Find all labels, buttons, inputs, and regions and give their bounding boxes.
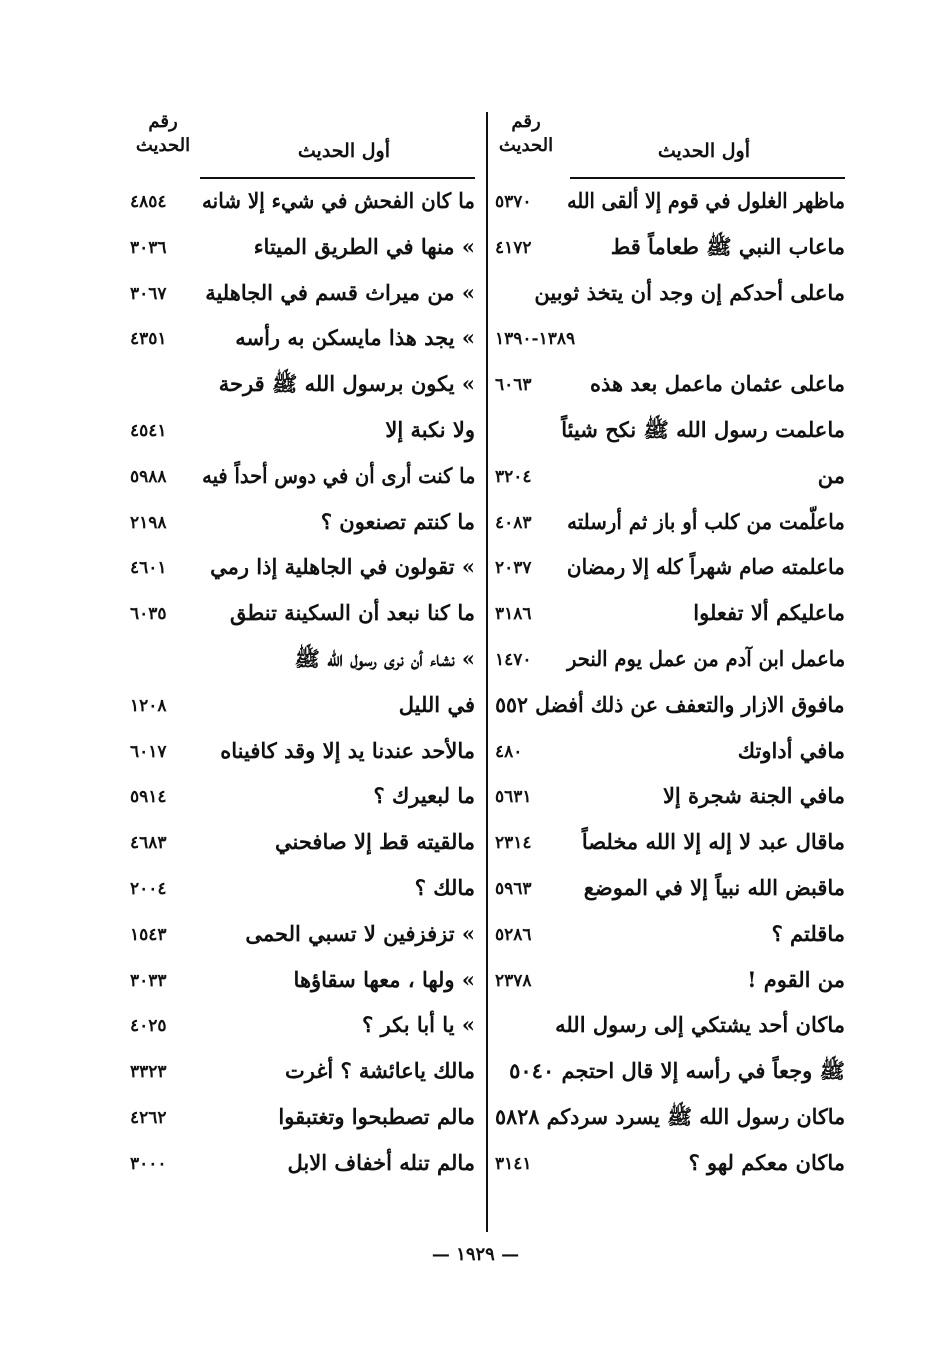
index-entry-row (495, 594, 845, 640)
index-entry-row (495, 1006, 845, 1052)
index-entry-row (130, 640, 475, 686)
index-entry-row (495, 1144, 845, 1190)
hadith-opening-words: مالك ياعائشة ؟ أغرت (284, 1058, 475, 1084)
hadith-number: ٢٣١٤ (495, 833, 532, 854)
hadith-number: ٤٣٥١ (130, 329, 167, 350)
hadith-number: ٥٦٣١ (495, 787, 532, 808)
index-entry-row (130, 182, 475, 228)
right-column-header (495, 110, 845, 182)
hadith-opening-words: ماقلتم ؟ (771, 920, 845, 946)
hadith-opening-words: مالك ؟ (414, 874, 475, 900)
hadith-number: ٣٠٣٦ (130, 237, 167, 258)
hadith-number: ٤٠٢٥ (130, 1016, 167, 1037)
hadith-opening-words: ما كنت أرى أن في دوس أحداً فيه (201, 462, 475, 488)
hadith-number: ٥٩٨٨ (130, 466, 167, 487)
index-entry-row (130, 1144, 475, 1190)
hadith-opening-words: ماعلى أحدكم إن وجد أن يتخذ ثوبين (534, 279, 845, 305)
index-entry-row (495, 869, 845, 915)
hadith-number: ٦٠١٧ (130, 741, 167, 762)
index-entry-row (495, 961, 845, 1007)
left-index-column (130, 110, 475, 1175)
hadith-number: ١٥٤٣ (130, 924, 167, 945)
hadith-number: ١٣٨٩-١٣٩٠ (495, 329, 576, 350)
hadith-opening-words: ما كنتم تصنعون ؟ (320, 508, 475, 534)
index-entry-row (495, 915, 845, 961)
hadith-opening-words: ماظهر الغلول في قوم إلا ألقى الله (567, 188, 845, 213)
index-entry-row (130, 869, 475, 915)
number-label-line-1: رقم (511, 111, 541, 132)
number-label-line-1: رقم (148, 111, 178, 132)
index-entry-row (495, 777, 845, 823)
hadith-opening-words: ماعاب النبي ﷺ طعاماً قط (610, 233, 845, 259)
index-entry-row (495, 228, 845, 274)
hadith-opening-words: » يجد هذا مايسكن به رأسه (235, 325, 475, 351)
index-entry-row (495, 503, 845, 549)
number-column-label (495, 110, 557, 158)
hadith-opening-words: » يكون برسول الله ﷺ قرحة (218, 371, 475, 397)
hadith-number: ٣٠٠٠ (130, 1153, 167, 1174)
index-entry-row (130, 503, 475, 549)
column-divider (486, 112, 488, 1232)
hadith-opening-words: » تزفزفين لا تسبي الحمى (245, 920, 475, 946)
hadith-opening-words: من القوم ! (747, 966, 845, 992)
index-entry-row (495, 182, 845, 228)
hadith-number: ٢١٩٨ (130, 512, 167, 533)
index-entry-row (495, 1098, 845, 1144)
index-entry-row (130, 594, 475, 640)
index-entry-row (495, 640, 845, 686)
index-entry-row (130, 1006, 475, 1052)
hadith-number: ٤٨٠ (495, 741, 523, 762)
hadith-number: ٣١٤١ (495, 1153, 532, 1174)
hadith-opening-words: » يا أبا بكر ؟ (362, 1012, 475, 1038)
hadith-opening-words: ماكان معكم لهو ؟ (688, 1149, 845, 1175)
hadith-number: ٥٩٦٣ (495, 878, 532, 899)
hadith-opening-words: ماكان رسول الله ﷺ يسرد سردكم ٥٨٢٨ (494, 1103, 845, 1129)
hadith-number: ٤٥٤١ (130, 420, 167, 441)
index-entry-row (130, 732, 475, 778)
index-entry-row (130, 411, 475, 457)
index-entry-row (495, 319, 845, 365)
hadith-opening-words: ماعلمت رسول الله ﷺ نكح شيئاً (561, 416, 845, 442)
hadith-number: ٥٩١٤ (130, 787, 167, 808)
hadith-number: ٤٠٨٣ (495, 512, 532, 533)
hadith-number: ٦٠٦٣ (495, 375, 532, 396)
index-entry-row (130, 777, 475, 823)
hadith-opening-words: » من ميراث قسم في الجاهلية (205, 279, 475, 305)
hadith-opening-words: ماكان أحد يشتكي إلى رسول الله (555, 1012, 845, 1038)
index-entry-row (130, 365, 475, 411)
index-entry-row (495, 411, 845, 457)
hadith-opening-words: مالم تنله أخفاف الابل (287, 1149, 475, 1175)
hadith-number: ٢٣٧٨ (495, 970, 532, 991)
hadith-number: ٣٠٣٣ (130, 970, 167, 991)
right-rows (495, 182, 845, 1190)
hadith-number: ١٤٧٠ (495, 649, 532, 670)
hadith-number: ٣٢٠٤ (495, 466, 532, 487)
index-entry-row (130, 457, 475, 503)
page-number: — ١٩٢٩ — (431, 1244, 520, 1265)
header-rule (200, 177, 475, 179)
hadith-opening-words: مالقيته قط إلا صافحني (275, 829, 475, 855)
hadith-opening-words: ما لبعيرك ؟ (373, 783, 475, 809)
hadith-opening-words: مالم تصطبحوا وتغتبقوا (278, 1103, 475, 1129)
index-entry-row (130, 823, 475, 869)
hadith-opening-words: مافوق الازار والتعفف عن ذلك أفضل ٥٥٢ (495, 691, 845, 717)
index-entry-row (495, 274, 845, 320)
index-entry-row (495, 823, 845, 869)
hadith-opening-words: ماعلّمت من كلب أو باز ثم أرسلته (567, 508, 845, 534)
first-words-column-label: أول الحديث (297, 140, 390, 162)
hadith-opening-words: مالأحد عندنا يد إلا وقد كافيناه (220, 737, 475, 763)
hadith-number: ٢٠٠٤ (130, 878, 167, 899)
hadith-opening-words: مافي أداوتك (737, 737, 845, 763)
hadith-number: ٤١٧٢ (495, 237, 532, 258)
index-entry-row (130, 228, 475, 274)
hadith-number: ٢٠٣٧ (495, 558, 532, 579)
index-entry-row (130, 1052, 475, 1098)
left-column-header (130, 110, 475, 182)
hadith-opening-words: ما كان الفحش في شيء إلا شانه (202, 188, 475, 213)
hadith-number: ٣٠٦٧ (130, 283, 167, 304)
hadith-number: ٥٢٨٦ (495, 924, 532, 945)
hadith-number: ١٢٠٨ (130, 695, 167, 716)
hadith-opening-words: » منها في الطريق الميتاء (253, 233, 475, 259)
hadith-opening-words: ﷺ وجعاً في رأسه إلا قال احتجم ٥٠٤٠ (509, 1058, 845, 1084)
index-entry-row (495, 732, 845, 778)
hadith-opening-words: مافي الجنة شجرة إلا (662, 783, 845, 809)
hadith-number: ٥٣٧٠ (495, 192, 532, 212)
index-entry-row (130, 686, 475, 732)
hadith-number: ٤٦٨٣ (130, 833, 167, 854)
hadith-number: ٣٣٢٣ (130, 1062, 167, 1083)
hadith-number: ٦٠٣٥ (130, 604, 167, 625)
index-entry-row (495, 686, 845, 732)
left-rows (130, 182, 475, 1190)
right-index-column (494, 110, 845, 1175)
hadith-opening-words: ولا نكبة إلا (385, 416, 475, 442)
first-words-column-label: أول الحديث (657, 140, 750, 162)
index-entry-row (495, 365, 845, 411)
number-column-label (132, 110, 194, 158)
hadith-number: ٤٦٠١ (130, 558, 167, 579)
hadith-opening-words: ماعلمته صام شهراً كله إلا رمضان (567, 554, 845, 580)
hadith-opening-words: ماقبض الله نبياً إلا في الموضع (583, 874, 845, 900)
index-entry-row (130, 548, 475, 594)
hadith-number: ٤٢٦٢ (130, 1107, 167, 1128)
index-entry-row (495, 457, 845, 503)
hadith-opening-words: » ولها ، معها سقاؤها (293, 966, 475, 992)
index-entry-row (130, 1098, 475, 1144)
hadith-opening-words: ماعلى عثمان ماعمل بعد هذه (589, 371, 845, 397)
index-entry-row (130, 961, 475, 1007)
hadith-number: ٣١٨٦ (495, 604, 532, 625)
index-entry-row (130, 915, 475, 961)
index-entry-row (495, 548, 845, 594)
hadith-opening-words: » نشاء أن نرى رسول الله ﷺ (294, 645, 475, 671)
hadith-opening-words: ماعليكم ألا تفعلوا (693, 600, 845, 626)
hadith-opening-words: » تقولون في الجاهلية إذا رمي (210, 554, 475, 580)
hadith-opening-words: ماقال عبد لا إله إلا الله مخلصاً (581, 829, 845, 855)
number-label-line-2: الحديث (498, 135, 554, 156)
index-entry-row (495, 1052, 845, 1098)
hadith-number: ٤٨٥٤ (130, 192, 167, 212)
header-rule (570, 177, 845, 179)
index-entry-row (130, 274, 475, 320)
number-label-line-2: الحديث (135, 135, 191, 156)
index-entry-row (130, 319, 475, 365)
hadith-opening-words: ماعمل ابن آدم من عمل يوم النحر (566, 645, 845, 671)
hadith-opening-words: ما كنا نبعد أن السكينة تنطق (230, 600, 475, 626)
hadith-opening-words: في الليل (398, 691, 475, 717)
hadith-opening-words: من (817, 462, 845, 488)
